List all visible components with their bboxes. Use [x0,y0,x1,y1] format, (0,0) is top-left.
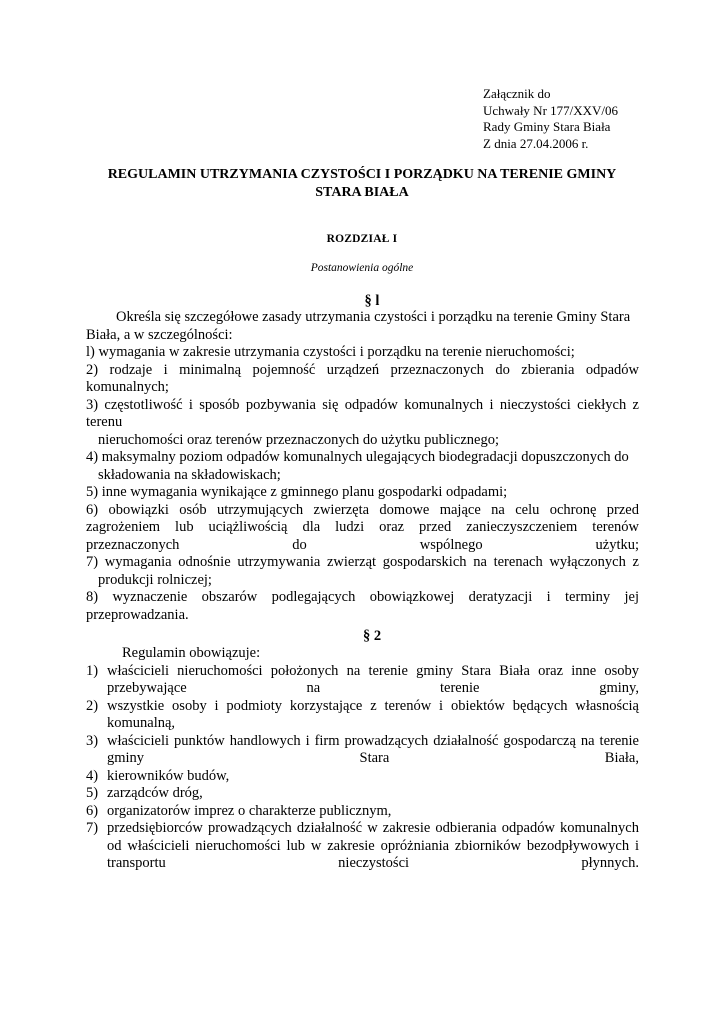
list-item [86,733,639,768]
list-number: 5) [86,785,99,801]
section-mark-1: § l [364,293,380,309]
list-number: 4) [86,767,99,784]
list-item-continuation: składowania na składowiskach; [98,466,281,483]
chapter-subtitle: Postanowienia ogólne [310,262,414,274]
list-item [86,803,639,821]
annex-line: Z dnia 27.04.2006 r. [483,135,589,151]
list-text: wszystkie osoby i podmioty korzystające z terenów i obiektów będących własnością komunalną, [107,697,639,731]
list-number: 1) [86,662,99,679]
list-text: zarządców dróg, [107,785,203,801]
list-text: właścicieli nieruchomości położonych na terenie gminy Stara Biała oraz inne osoby przebywające na terenie gminy, [107,662,639,696]
list-item [86,663,639,698]
list-item: 7) wymagania odnośnie utrzymywania zwierząt gospodarskich na terenach wyłączonych z [86,554,639,570]
section-2-intro: Regulamin obowiązuje: [122,645,261,661]
annex-header [483,86,618,152]
section-1-intro: Określa się szczegółowe zasady utrzymania czystości i porządku na terenie Gminy Stara Biała, a w szczególności: [86,309,631,343]
section-2-body [86,645,639,873]
list-item [86,698,639,733]
title-line: REGULAMIN UTRZYMANIA CZYSTOŚCI I PORZĄDKU NA TERENIE GMINY [107,167,617,182]
list-item: l) wymagania w zakresie utrzymania czystości i porządku na terenie nieruchomości; [86,344,575,360]
annex-line: Załącznik do [483,86,551,101]
section-1-body [86,309,639,624]
list-text: organizatorów imprez o charakterze publicznym, [107,802,392,819]
chapter-heading: ROZDZIAŁ I [326,233,398,245]
list-item [86,785,639,803]
annex-line: Rady Gminy Stara Biała [483,119,611,134]
list-number: 3) [86,732,99,749]
list-item-continuation: terenu [86,414,123,430]
list-text: przedsiębiorców prowadzących działalność w zakresie odbierania odpadów komunalnych od właścicieli nieruchomości lub w zakresie opróżniania zbiorników bezodpływowych i transportu nieczystości płynnych. [107,820,639,871]
list-number: 7) [86,820,99,836]
list-item: 6) obowiązki osób utrzymujących zwierzęta domowe mające na celu ochronę przed zagrożeniem lub uciążliwością dla ludzi oraz przed zanieczyszczeniem terenów przeznaczonych do wspólnego użytku; [86,501,639,553]
list-item: 8) wyznaczenie obszarów podlegających obowiązkowej deratyzacji i terminy jej przeprowadzania. [86,589,639,623]
list-item: 3) częstotliwość i sposób pozbywania się odpadów komunalnych i nieczystości ciekłych z [86,396,639,413]
title-line: STARA BIAŁA [315,185,409,200]
list-text: kierowników budów, [107,767,230,784]
list-item: 4) maksymalny poziom odpadów komunalnych ulegających biodegradacji dopuszczonych do [86,449,629,465]
list-item [86,820,639,873]
annex-line: Uchwały Nr 177/XXV/06 [483,102,619,118]
list-item [86,768,639,786]
list-number: 2) [86,697,99,714]
list-item-continuation: produkcji rolniczej; [98,571,212,588]
section-mark-2: § 2 [362,628,382,644]
list-number: 6) [86,802,99,819]
list-text: właścicieli punktów handlowych i firm prowadzących działalność gospodarczą na terenie gminy Stara Biała, [107,732,639,766]
list-item-continuation: nieruchomości oraz terenów przeznaczonych do użytku publicznego; [98,431,500,448]
list-item: 2) rodzaje i minimalną pojemność urządzeń przeznaczonych do zbierania odpadów komunalnych; [86,361,639,395]
list-item: 5) inne wymagania wynikające z gminnego planu gospodarki odpadami; [86,484,508,500]
document-title [60,166,664,202]
